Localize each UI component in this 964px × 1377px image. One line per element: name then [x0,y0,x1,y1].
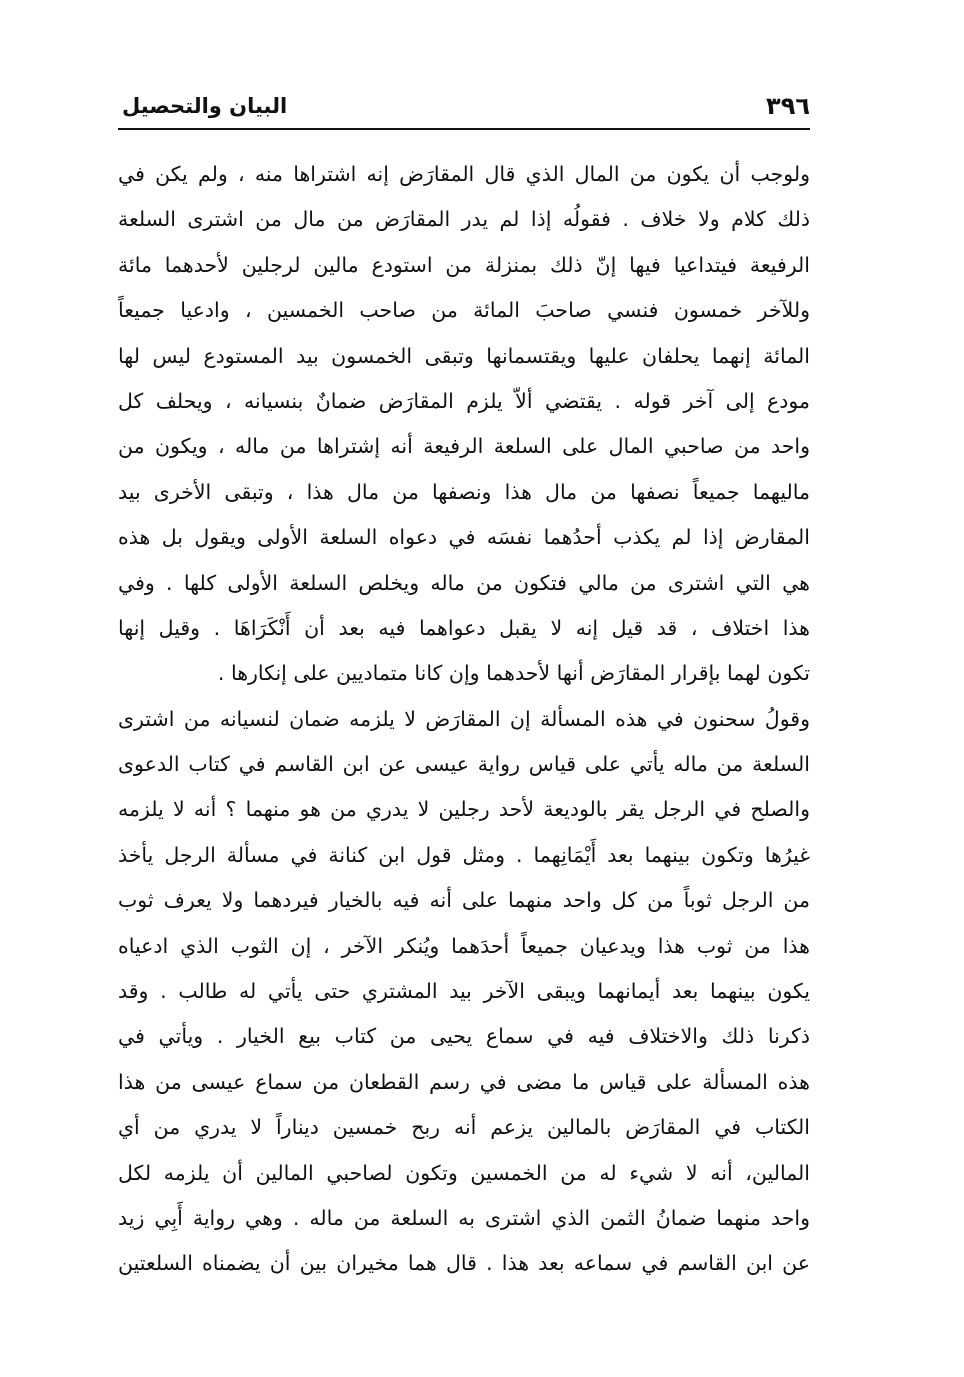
text-line: المالين، أنه لا شيء له من الخمسين وتكون لصاحبي المالين أن يلزمه لكل [118,1160,810,1185]
text-line: من الرجل ثوباً من كل واحد منهما على أنه فيه بالخيار فيردهما ولا يعرف ثوب [118,888,810,913]
text-line: واحد منهما ضمانُ الثمن الذي اشترى به السلعة من ماله . وهي رواية أَبِي زيد [118,1205,810,1230]
text-line: واحد من صاحبي المال على السلعة الرفيعة أنه إشتراها من ماله ، ويكون من [118,434,810,459]
text-line: هذا من ثوب هذا ويدعيان جميعاً أحدَهما ويُنكر الآخر ، إن الثوب الذي ادعياه [118,933,810,958]
page-header [118,88,810,126]
text-line: السلعة من ماله يأتي على قياس رواية عيسى عن ابن القاسم في كتاب الدعوى [118,752,810,777]
text-line: المائة إنهما يحلفان عليها ويقتسمانها وتبقى الخمسون بيد المستودع ليس لها [118,343,810,368]
running-title: البيان والتحصيل [122,94,288,118]
text-line: هذه المسألة على قياس ما مضى في رسم القطعان من سماع عيسى من هذا [118,1069,810,1094]
text-line: والصلح في الرجل يقر بالوديعة لأحد رجلين لا يدري من هو منهما ؟ أنه لا يلزمه [118,797,810,822]
text-line: الكتاب في المقارَض بالمالين يزعم أنه ربح خمسين ديناراً لا يدري من أي [118,1115,810,1140]
text-line: ذكرنا ذلك والاختلاف فيه في سماع يحيى من كتاب بيع الخيار . ويأتي في [118,1024,810,1049]
header-divider [118,128,810,130]
text-line: هي التي اشترى من مالي فتكون من ماله ويخلص السلعة الأولى كلها . وفي [118,570,810,595]
text-line: المقارض إذا لم يكذب أحدُهما نفسَه في دعواه السلعة الأولى ويقول بل هذه [118,525,810,550]
text-line: وقولُ سحنون في هذه المسألة إن المقارَض لا يلزمه ضمان لنسيانه من اشترى [118,706,810,731]
text-line: تكون لهما بإقرار المقارَض أنها لأحدهما وإن كانا متماديين على إنكارها . [217,661,810,686]
text-line: ماليهما جميعاً نصفها من مال هذا ونصفها من مال هذا ، وتبقى الأخرى بيد [118,479,810,504]
text-line: ولوجب أن يكون من المال الذي قال المقارَض إنه اشتراها منه ، ولم يكن في [118,162,810,186]
text-line: يكون بينهما بعد أيمانهما ويبقى الآخر بيد المشتري حتى يأتي له طالب . وقد [118,979,810,1004]
text-line: مودع إلى آخر قوله . يقتضي ألاّ يلزم المقارَض ضمانٌ بنسيانه ، ويحلف كل [118,388,810,413]
text-line: عن ابن القاسم في سماعه بعد هذا . قال هما مخيران بين أن يضمناه السلعتين [118,1251,810,1276]
text-line: هذا اختلاف ، قد قيل إنه لا يقبل دعواهما فيه بعد أن أَنْكَرَاهَا . وقيل إنها [118,615,810,640]
text-line: ذلك كلام ولا خلاف . فقولُه إذا لم يدر المقارَض من مال من اشترى السلعة [118,207,810,232]
text-line: وللآخر خمسون فنسي صاحبَ المائة من صاحب الخمسين ، وادعيا جميعاً [118,298,810,323]
page-number: ٣٩٦ [766,92,810,120]
text-line: الرفيعة فيتداعيا فيها إنّ ذلك بمنزلة من استودع مالين لرجلين لأحدهما مائة [118,252,810,277]
text-line: غيرُها وتكون بينهما بعد أَيْمَانِهما . ومثل قول ابن كنانة في مسألة الرجل يأخذ [118,842,810,867]
body-text [118,152,810,1287]
